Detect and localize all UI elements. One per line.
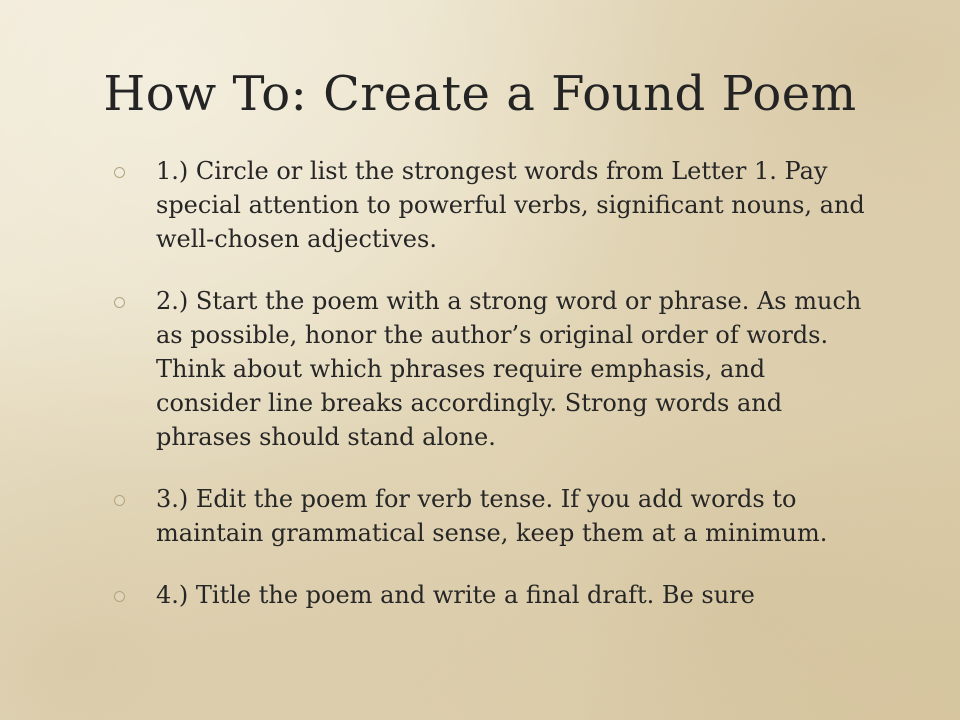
hollow-circle-icon — [114, 167, 125, 178]
bullet-item-4 — [108, 578, 868, 612]
bullet-text-1: 1.) Circle or list the strongest words from Letter 1. Pay special attention to powerful verbs, significant nouns, and well-chosen adjectives. — [156, 157, 865, 253]
bullet-text-3: 3.) Edit the poem for verb tense. If you add words to maintain grammatical sense, keep them at a minimum. — [156, 485, 828, 547]
bullet-item-1 — [108, 154, 868, 256]
bullet-item-3 — [108, 482, 868, 550]
bullet-text-2: 2.) Start the poem with a strong word or phrase. As much as possible, honor the author’s original order of words. Think about which phrases require emphasis, and consider line breaks accordingly. Strong words and phrases should stand alone. — [156, 287, 862, 451]
hollow-circle-icon — [114, 297, 125, 308]
bullet-item-2 — [108, 284, 868, 454]
bullet-text-4: 4.) Title the poem and write a final draft. Be sure — [156, 581, 755, 609]
hollow-circle-icon — [114, 591, 125, 602]
bullet-list — [108, 154, 868, 640]
hollow-circle-icon — [114, 495, 125, 506]
slide-title: How To: Create a Found Poem — [103, 66, 857, 122]
